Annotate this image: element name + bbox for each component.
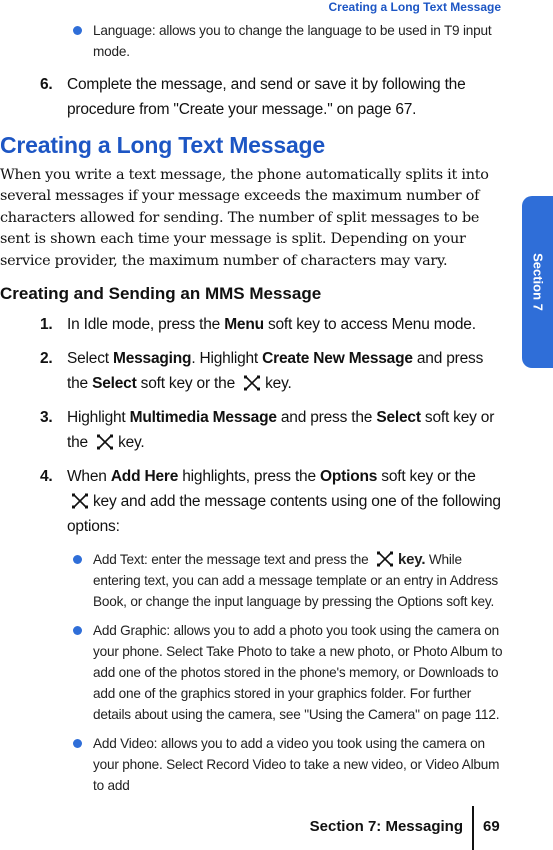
ok-key-icon — [71, 493, 89, 509]
multimedia-message-label: Multimedia Message — [129, 409, 277, 427]
step-3 — [0, 405, 505, 455]
step-text: highlights, press the — [178, 468, 320, 486]
running-header: Creating a Long Text Message — [328, 0, 501, 14]
subsection-title: Creating and Sending an MMS Message — [0, 284, 322, 304]
bullet-text: Add Graphic: allows you to add a photo you took using the camera on your phone. Select Take Photo to take a new photo, or Photo Album to add one of the photos stored in the phone's memory, or Downloads to add one of the graphics stored in your graphics folder. For further details about using the camera, see "Using the Camera" on page 112. — [93, 623, 503, 723]
step-6 — [0, 72, 505, 122]
bullet-text: Add Video: allows you to add a video you took using the camera on your phone. Select Record Video to take a new video, or Video Album to add — [93, 736, 500, 794]
step-number: 2. — [40, 350, 53, 368]
footer-divider — [472, 806, 474, 850]
step-text: and press the — [276, 409, 377, 427]
step-text: soft key or the — [377, 468, 476, 486]
page-number: 69 — [483, 818, 500, 835]
step-4 — [0, 464, 505, 539]
step-text: . Highlight — [191, 350, 263, 368]
bullet-icon — [73, 26, 82, 35]
messaging-label: Messaging — [113, 350, 192, 368]
step-text: soft key or the — [67, 409, 495, 452]
bullet-icon — [73, 555, 82, 564]
section-title: Creating a Long Text Message — [0, 132, 325, 158]
ok-key-icon — [96, 434, 114, 450]
step-1 — [0, 312, 505, 337]
intro-bullet — [0, 20, 505, 62]
step-text: Complete the message, and send or save it by following the procedure from "Create your message." on page 67. — [67, 76, 466, 118]
step-number: 1. — [40, 316, 53, 334]
ok-key-icon — [243, 375, 261, 391]
step-text: key and add the message contents using one of the following options: — [67, 493, 501, 536]
section-tab-label: Section 7 — [530, 253, 545, 311]
step-number: 4. — [40, 468, 53, 486]
section-tab — [522, 196, 553, 368]
options-key-label: Options — [320, 468, 378, 486]
step-number: 3. — [40, 409, 53, 427]
step-text: In Idle mode, press the — [67, 316, 225, 334]
bullet-text: Language: allows you to change the language to be used in T9 input mode. — [93, 23, 492, 59]
create-new-message-label: Create New Message — [262, 350, 413, 368]
step-text: soft key or the — [136, 375, 235, 393]
option-add-text — [0, 549, 505, 612]
menu-key-label: Menu — [224, 316, 264, 334]
step-text: Select — [67, 350, 113, 368]
option-add-video — [0, 733, 505, 796]
step-text: key. — [265, 375, 292, 393]
select-key-label: Select — [376, 409, 421, 427]
bullet-text: Add Text: enter the message text and press the — [93, 552, 369, 568]
page-footer — [0, 806, 553, 850]
step-text: When — [67, 468, 111, 486]
add-here-label: Add Here — [110, 468, 179, 486]
section-paragraph: When you write a text message, the phone automatically splits it into several messages if your message exceeds the maximum number of characters allowed for sending. The number of split messages to be sent is shown each time your message is split. Depending on your service provider, the maximum number of characters may vary. — [0, 167, 489, 269]
step-text: soft key to access Menu mode. — [263, 316, 476, 334]
option-add-graphic — [0, 620, 505, 725]
step-2 — [0, 346, 505, 396]
footer-section: Section 7: Messaging — [309, 818, 463, 835]
key-label: key. — [398, 551, 426, 569]
bullet-text: While entering text, you can add a message template or an entry in Address Book, or change the input language by pressing the Options soft key. — [93, 552, 499, 610]
step-text: and press the — [67, 350, 484, 393]
bullet-icon — [73, 739, 82, 748]
step-text: Highlight — [67, 409, 130, 427]
ok-key-icon — [376, 551, 394, 567]
bullet-icon — [73, 626, 82, 635]
step-text: key. — [118, 434, 145, 452]
select-key-label: Select — [92, 375, 137, 393]
step-number: 6. — [40, 76, 53, 93]
page-content — [0, 20, 505, 796]
